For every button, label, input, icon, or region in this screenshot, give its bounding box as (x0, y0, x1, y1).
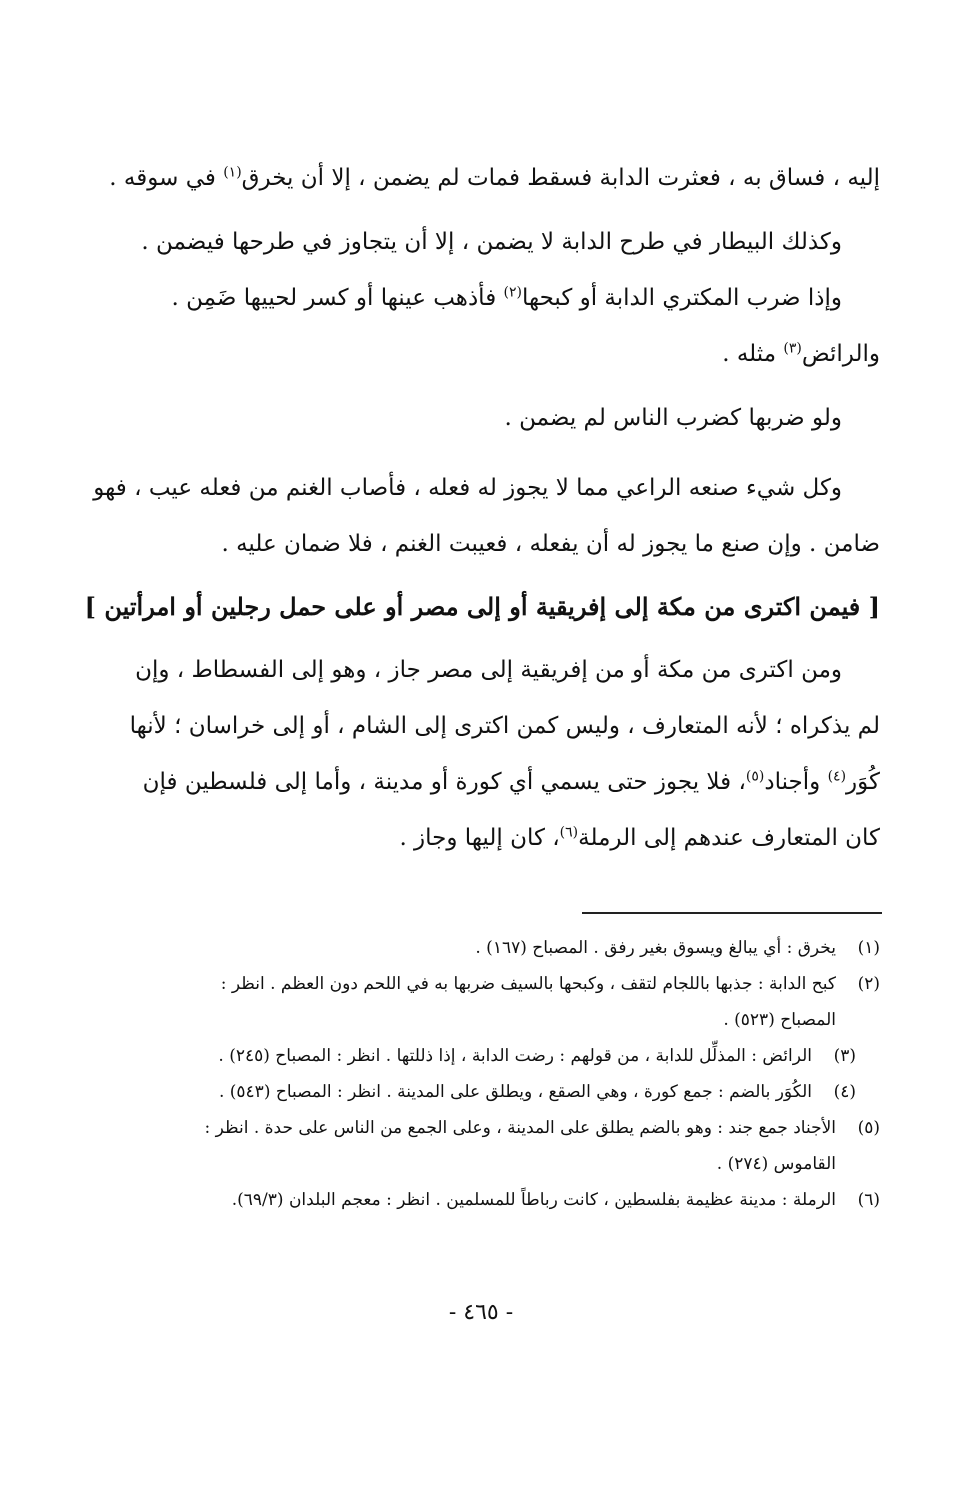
page-number: - ٤٦٥ - (448, 1300, 514, 1325)
footnote-text: المصباح (٥٢٣) . (723, 1010, 836, 1030)
footnotes (80, 930, 880, 1218)
text-line: كان المتعارف عندهم إلى الرملة$^{(٦)}$، كان إليها وجاز . (399, 824, 880, 851)
footnote-text: يخرق : أي يبالغ ويسوق بغير رفق . المصباح (١٦٧) . (475, 938, 836, 958)
footnote-text: القاموس (٢٧٤) . (716, 1154, 836, 1174)
footnote-number: (٥) (857, 1118, 880, 1138)
footnote-text: الأجناد جمع جند : وهو بالضم يطلق على المدينة ، وعلى الجمع من الناس على حدة . انظر : (204, 1118, 836, 1138)
footnote-number: (١) (857, 938, 880, 958)
footnote-item (80, 966, 880, 1002)
text-line: إليه ، فساق به ، فعثرت الدابة فسقط فمات لم يضمن ، إلا أن يخرق$^{(١)}$ في سوقه . (109, 164, 880, 191)
footnote-item (80, 1074, 880, 1110)
footnote-number: (٣) (833, 1046, 856, 1066)
text-line: ولو ضربها كضرب الناس لم يضمن . (504, 405, 842, 431)
footnote-ref: (٣) (783, 340, 802, 357)
text-line: ومن اكترى من مكة أو من إفريقية إلى مصر جاز ، وهو إلى الفسطاط ، وإن (135, 657, 842, 683)
text-line: ضامن . وإن صنع ما يجوز له أن يفعله ، فعيبت الغنم ، فلا ضمان عليه . (221, 531, 880, 557)
text-line: وكذلك البيطار في طرح الدابة لا يضمن ، إلا أن يتجاوز في طرحها فيضمن . (141, 229, 842, 255)
footnote-text: كبح الدابة : جذبها باللجام لتقف ، وكبحها بالسيف ضربها به في اللحم دون العظم . انظر : (220, 974, 836, 994)
main-text (80, 150, 880, 866)
text-line: كُوَر$^{(٤)}$ وأجناد$^{(٥)}$، فلا يجوز حتى يسمي أي كورة أو مدينة ، وأما إلى فلسطين فإن (142, 768, 880, 795)
footnote-divider (582, 912, 882, 914)
text-line: لم يذكراه ؛ لأنه المتعارف ، وليس كمن اكترى إلى الشام ، أو إلى خراسان ؛ لأنها (129, 713, 880, 739)
footnote-ref: (٥) (745, 768, 765, 785)
footnote-number: (٦) (857, 1190, 880, 1210)
section-heading: [ فيمن اكترى من مكة إلى إفريقية أو إلى مصر أو على حمل رجلين أو امرأتين ] (84, 592, 880, 621)
footnote-number: (٢) (857, 974, 880, 994)
text-line: والرائض$^{(٣)}$ مثله . (722, 340, 880, 367)
footnote-item (80, 1182, 880, 1218)
footnote-text: الرملة : مدينة عظيمة بفلسطين ، كانت رباطاً للمسلمين . انظر : معجم البلدان (٦٩/٣). (231, 1190, 836, 1210)
footnote-continuation (80, 1146, 880, 1182)
footnote-ref: (٦) (559, 824, 579, 841)
footnote-text: الكُوَر بالضم : جمع كورة ، وهي الصقع ، ويطلق على المدينة . انظر : المصباح (٥٤٣) . (218, 1082, 812, 1102)
text-line: وإذا ضرب المكتري الدابة أو كبحها$^{(٢)}$ فأذهب عينها أو كسر لحييها ضَمِن . (171, 284, 842, 311)
footnote-number: (٤) (833, 1082, 856, 1102)
footnote-item (80, 1038, 880, 1074)
footnote-item (80, 930, 880, 966)
footnote-item (80, 1110, 880, 1146)
footnote-text: الرائض : المذلِّل للدابة ، من قولهم : رضت الدابة ، إذا ذللتها . انظر : المصباح (٢٤٥) . (218, 1046, 812, 1066)
footnote-continuation (80, 1002, 880, 1038)
footnote-ref: (٤) (827, 768, 847, 785)
footnote-ref: (٢) (503, 284, 522, 301)
footnote-ref: (١) (223, 164, 242, 181)
text-line: وكل شيء صنعه الراعي مما لا يجوز له فعله ، فأصاب الغنم من فعله عيب ، فهو (93, 475, 842, 501)
